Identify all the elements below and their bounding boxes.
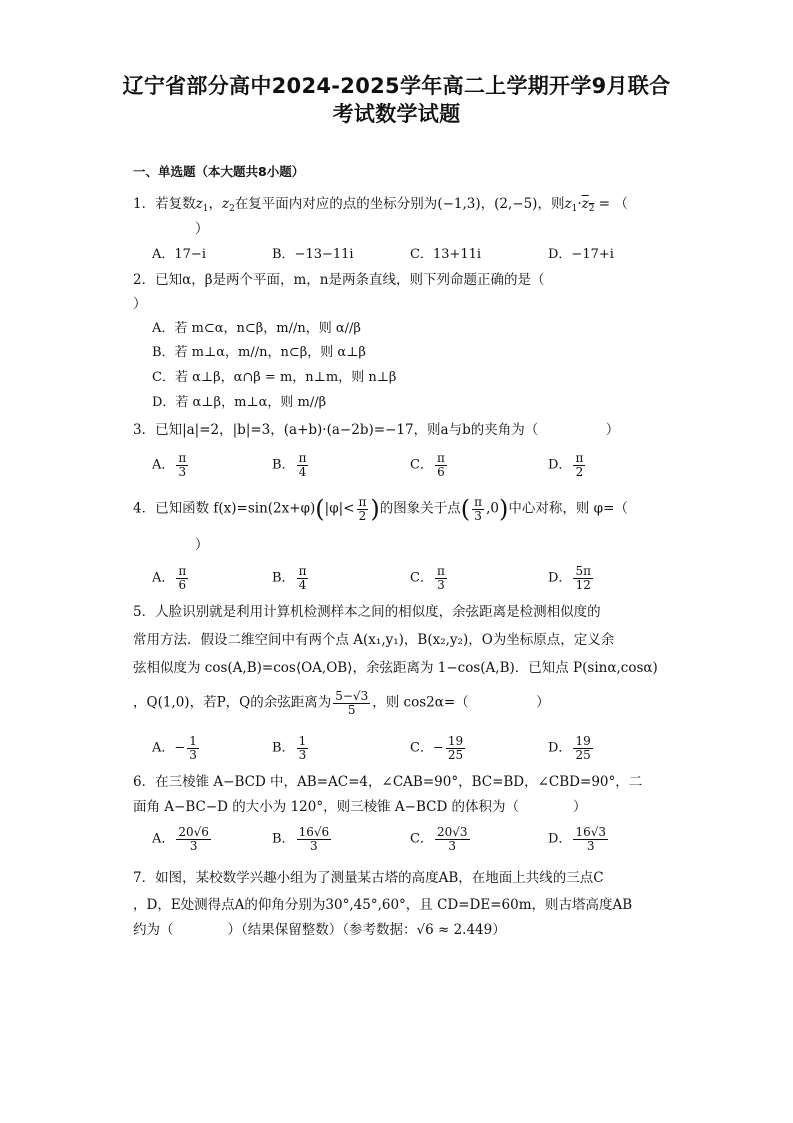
- q5-line4: ，Q(1,0)，若P，Q的余弦距离为 $\frac{5-√3}{5}$ ，则 cos2α=（ ）: [133, 689, 550, 717]
- q2-stem-close: ）: [133, 296, 147, 312]
- q5-line2: 常用方法．假设二维空间中有两个点 A(x₁,y₁)，B(x₂,y₂)，O为坐标原点，定义余: [133, 632, 615, 648]
- q1-option-c: C．13+11i: [410, 247, 482, 262]
- q5-option-a: A．− $\frac{1}{3}$: [152, 734, 197, 762]
- q7-line3: 约为（ ）（结果保留整数）（参考数据：√6 ≈ 2.449）: [133, 922, 506, 938]
- q1-option-d: D．−17+i: [548, 247, 614, 262]
- q6-option-b: B． $\frac{16√6}{3}$: [272, 825, 330, 853]
- q3-option-a: A． $\frac{\pi}{3}$: [152, 451, 187, 479]
- q3-option-d: D． $\frac{\pi}{2}$: [548, 451, 584, 479]
- q2-option-d: D．若 α⊥β，m⊥α，则 m//β: [152, 395, 327, 410]
- q6-option-a: A． $\frac{20√6}{3}$: [152, 825, 209, 853]
- q1-stem: 1．若复数$z_1$，$z_2$在复平面内对应的点的坐标分别为(−1,3)，(2,−5)，则$z_1\cdot z_2$ = （: [133, 196, 628, 214]
- q5-option-c: C．− $\frac{19}{25}$: [410, 734, 464, 762]
- q4-option-c: C． $\frac{\pi}{3}$: [410, 564, 445, 592]
- q6-option-d: D． $\frac{16√3}{3}$: [548, 825, 606, 853]
- q1-option-a: A．17−i: [152, 247, 206, 262]
- section-heading: 一、单选题（本大题共8小题）: [133, 164, 305, 179]
- q6-line2: 面角 A−BC−D 的大小为 120°，则三棱锥 A−BCD 的体积为（ ）: [133, 799, 587, 815]
- q4-option-d: D． $\frac{5\pi}{12}$: [548, 564, 591, 592]
- q2-option-a: A．若 m⊂α，n⊂β，m//n，则 α//β: [152, 321, 361, 336]
- q3-stem: 3．已知|a|=2，|b|=3，(a+b)·(a−2b)=−17，则a与b的夹角为（ ）: [133, 422, 620, 438]
- q5-option-d: D． $\frac{19}{25}$: [548, 734, 591, 762]
- q3-option-c: C． $\frac{\pi}{6}$: [410, 451, 445, 479]
- q6-option-c: C． $\frac{20√3}{3}$: [410, 825, 468, 853]
- q2-option-c: C．若 α⊥β，α∩β = m，n⊥m，则 n⊥β: [152, 370, 397, 385]
- q3-option-b: B． $\frac{\pi}{4}$: [272, 451, 307, 479]
- doc-title-line2: 考试数学试题: [332, 102, 461, 126]
- q7-line2: ，D，E处测得点A的仰角分别为30°,45°,60°，且 CD=DE=60m，则古塔高度AB: [133, 897, 633, 913]
- q5-line3: 弦相似度为 cos(A,B)=cos⟨OA,OB⟩，余弦距离为 1−cos(A,B)．已知点 P(sinα,cosα): [133, 660, 658, 676]
- q4-close: ）: [195, 537, 209, 553]
- q1-close: ）: [195, 221, 209, 237]
- q1-option-b: B．−13−11i: [272, 247, 354, 262]
- q5-line1: 5．人脸识别就是利用计算机检测样本之间的相似度，余弦距离是检测相似度的: [133, 604, 601, 620]
- q7-line1: 7．如图，某校数学兴趣小组为了测量某古塔的高度AB，在地面上共线的三点C: [133, 870, 604, 886]
- q5-option-b: B． $\frac{1}{3}$: [272, 734, 307, 762]
- q4-option-a: A． $\frac{\pi}{6}$: [152, 564, 187, 592]
- q6-line1: 6．在三棱锥 A−BCD 中，AB=AC=4，∠CAB=90°，BC=BD，∠CBD=90°，二: [133, 774, 643, 790]
- q4-option-b: B． $\frac{\pi}{4}$: [272, 564, 307, 592]
- q2-stem: 2．已知α，β是两个平面，m，n是两条直线，则下列命题正确的是（: [133, 272, 545, 288]
- q4-stem: 4．已知函数 f(x)=sin(2x+φ)(|φ|< $\frac{\pi}{2}$ )的图象关于点( $\frac{\pi}{3}$ ,0)中心对称，则 φ=（: [133, 495, 628, 524]
- q2-option-b: B．若 m⊥α，m//n，n⊂β，则 α⊥β: [152, 345, 366, 360]
- doc-title-line1: 辽宁省部分高中2024-2025学年高二上学期开学9月联合: [122, 74, 671, 98]
